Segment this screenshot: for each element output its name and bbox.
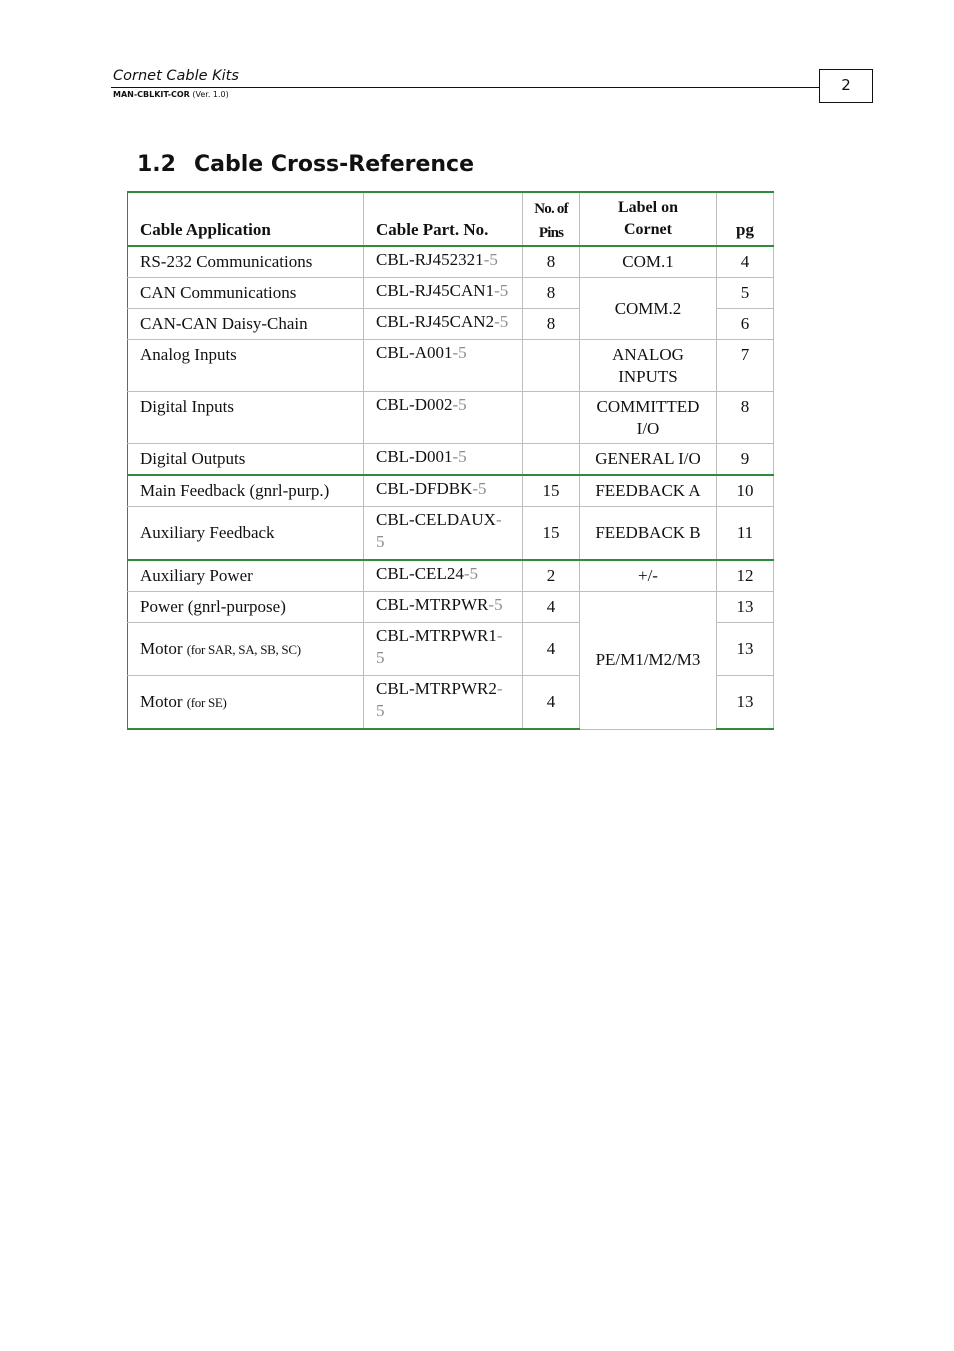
table-row: [128, 592, 774, 623]
cell-label: FEEDBACK B: [580, 507, 717, 561]
cell-part-no: CBL-D002-5: [364, 392, 523, 444]
cell-pins: 2: [523, 560, 580, 592]
doc-version: (Ver. 1.0): [192, 90, 229, 99]
cell-application: Motor (for SAR, SA, SB, SC): [128, 623, 364, 676]
doc-code: MAN-CBLKIT-COR: [113, 90, 190, 99]
cell-application: Motor (for SE): [128, 676, 364, 730]
table-row: [128, 507, 774, 561]
cell-part-no: CBL-MTRPWR-5: [364, 592, 523, 623]
cell-page: 6: [717, 309, 774, 340]
cell-label: COMM.2: [580, 278, 717, 340]
cell-label: +/-: [580, 560, 717, 592]
cell-label: FEEDBACK A: [580, 475, 717, 507]
table-row: [128, 246, 774, 278]
cell-part-no: CBL-DFDBK-5: [364, 475, 523, 507]
cell-pins: 8: [523, 278, 580, 309]
cell-application: RS-232 Communications: [128, 246, 364, 278]
cell-pins: 15: [523, 507, 580, 561]
cell-part-no: CBL-A001-5: [364, 340, 523, 392]
cell-application: Power (gnrl-purpose): [128, 592, 364, 623]
header-no-of-pins: No. of Pins: [523, 192, 580, 246]
cell-label: GENERAL I/O: [580, 444, 717, 476]
cell-pins: 8: [523, 246, 580, 278]
cell-pins: [523, 340, 580, 392]
cell-part-no: CBL-CELDAUX-5: [364, 507, 523, 561]
cell-application: Main Feedback (gnrl-purp.): [128, 475, 364, 507]
cell-application: Auxiliary Power: [128, 560, 364, 592]
cell-page: 12: [717, 560, 774, 592]
document-code: [113, 90, 229, 99]
header-page: pg: [717, 192, 774, 246]
page-number: 2: [819, 69, 873, 103]
table-row: [128, 560, 774, 592]
cell-part-no: CBL-RJ45CAN2-5: [364, 309, 523, 340]
cell-page: 9: [717, 444, 774, 476]
section-title: Cable Cross-Reference: [193, 152, 475, 177]
cell-page: 7: [717, 340, 774, 392]
cell-part-no: CBL-RJ45CAN1-5: [364, 278, 523, 309]
cell-page: 8: [717, 392, 774, 444]
section-number: 1.2: [137, 152, 176, 177]
cell-page: 5: [717, 278, 774, 309]
cell-label: ANALOG INPUTS: [580, 340, 717, 392]
cell-application: CAN-CAN Daisy-Chain: [128, 309, 364, 340]
cell-label: COMMITTED I/O: [580, 392, 717, 444]
cell-part-no: CBL-CEL24-5: [364, 560, 523, 592]
cell-part-no: CBL-D001-5: [364, 444, 523, 476]
section-heading: [137, 152, 474, 177]
table-row: [128, 392, 774, 444]
table-header-row: [128, 192, 774, 246]
header-cable-part-no: Cable Part. No.: [364, 192, 523, 246]
cable-cross-reference-table: [127, 191, 774, 730]
document-title: Cornet Cable Kits: [113, 68, 239, 84]
cell-pins: 4: [523, 623, 580, 676]
cell-pins: 8: [523, 309, 580, 340]
header-label-on-cornet: Label on Cornet: [580, 192, 717, 246]
header-divider: [111, 87, 819, 88]
cell-page: 11: [717, 507, 774, 561]
cell-application: CAN Communications: [128, 278, 364, 309]
cell-application: Digital Inputs: [128, 392, 364, 444]
cell-page: 13: [717, 676, 774, 730]
table-row: [128, 444, 774, 476]
cell-pins: 15: [523, 475, 580, 507]
cell-application: Digital Outputs: [128, 444, 364, 476]
cell-pins: [523, 444, 580, 476]
cell-pins: 4: [523, 676, 580, 730]
cell-pins: [523, 392, 580, 444]
cell-label: PE/M1/M2/M3: [580, 592, 717, 730]
cell-label: COM.1: [580, 246, 717, 278]
table-row: [128, 475, 774, 507]
cell-page: 13: [717, 592, 774, 623]
table-row: [128, 278, 774, 309]
cell-application: Analog Inputs: [128, 340, 364, 392]
cell-pins: 4: [523, 592, 580, 623]
cell-page: 4: [717, 246, 774, 278]
table-row: [128, 340, 774, 392]
cell-application: Auxiliary Feedback: [128, 507, 364, 561]
header-cable-application: Cable Application: [128, 192, 364, 246]
cell-part-no: CBL-MTRPWR1-5: [364, 623, 523, 676]
cell-page: 13: [717, 623, 774, 676]
cell-part-no: CBL-RJ452321-5: [364, 246, 523, 278]
page-header: [111, 66, 819, 102]
cell-page: 10: [717, 475, 774, 507]
cell-part-no: CBL-MTRPWR2-5: [364, 676, 523, 730]
